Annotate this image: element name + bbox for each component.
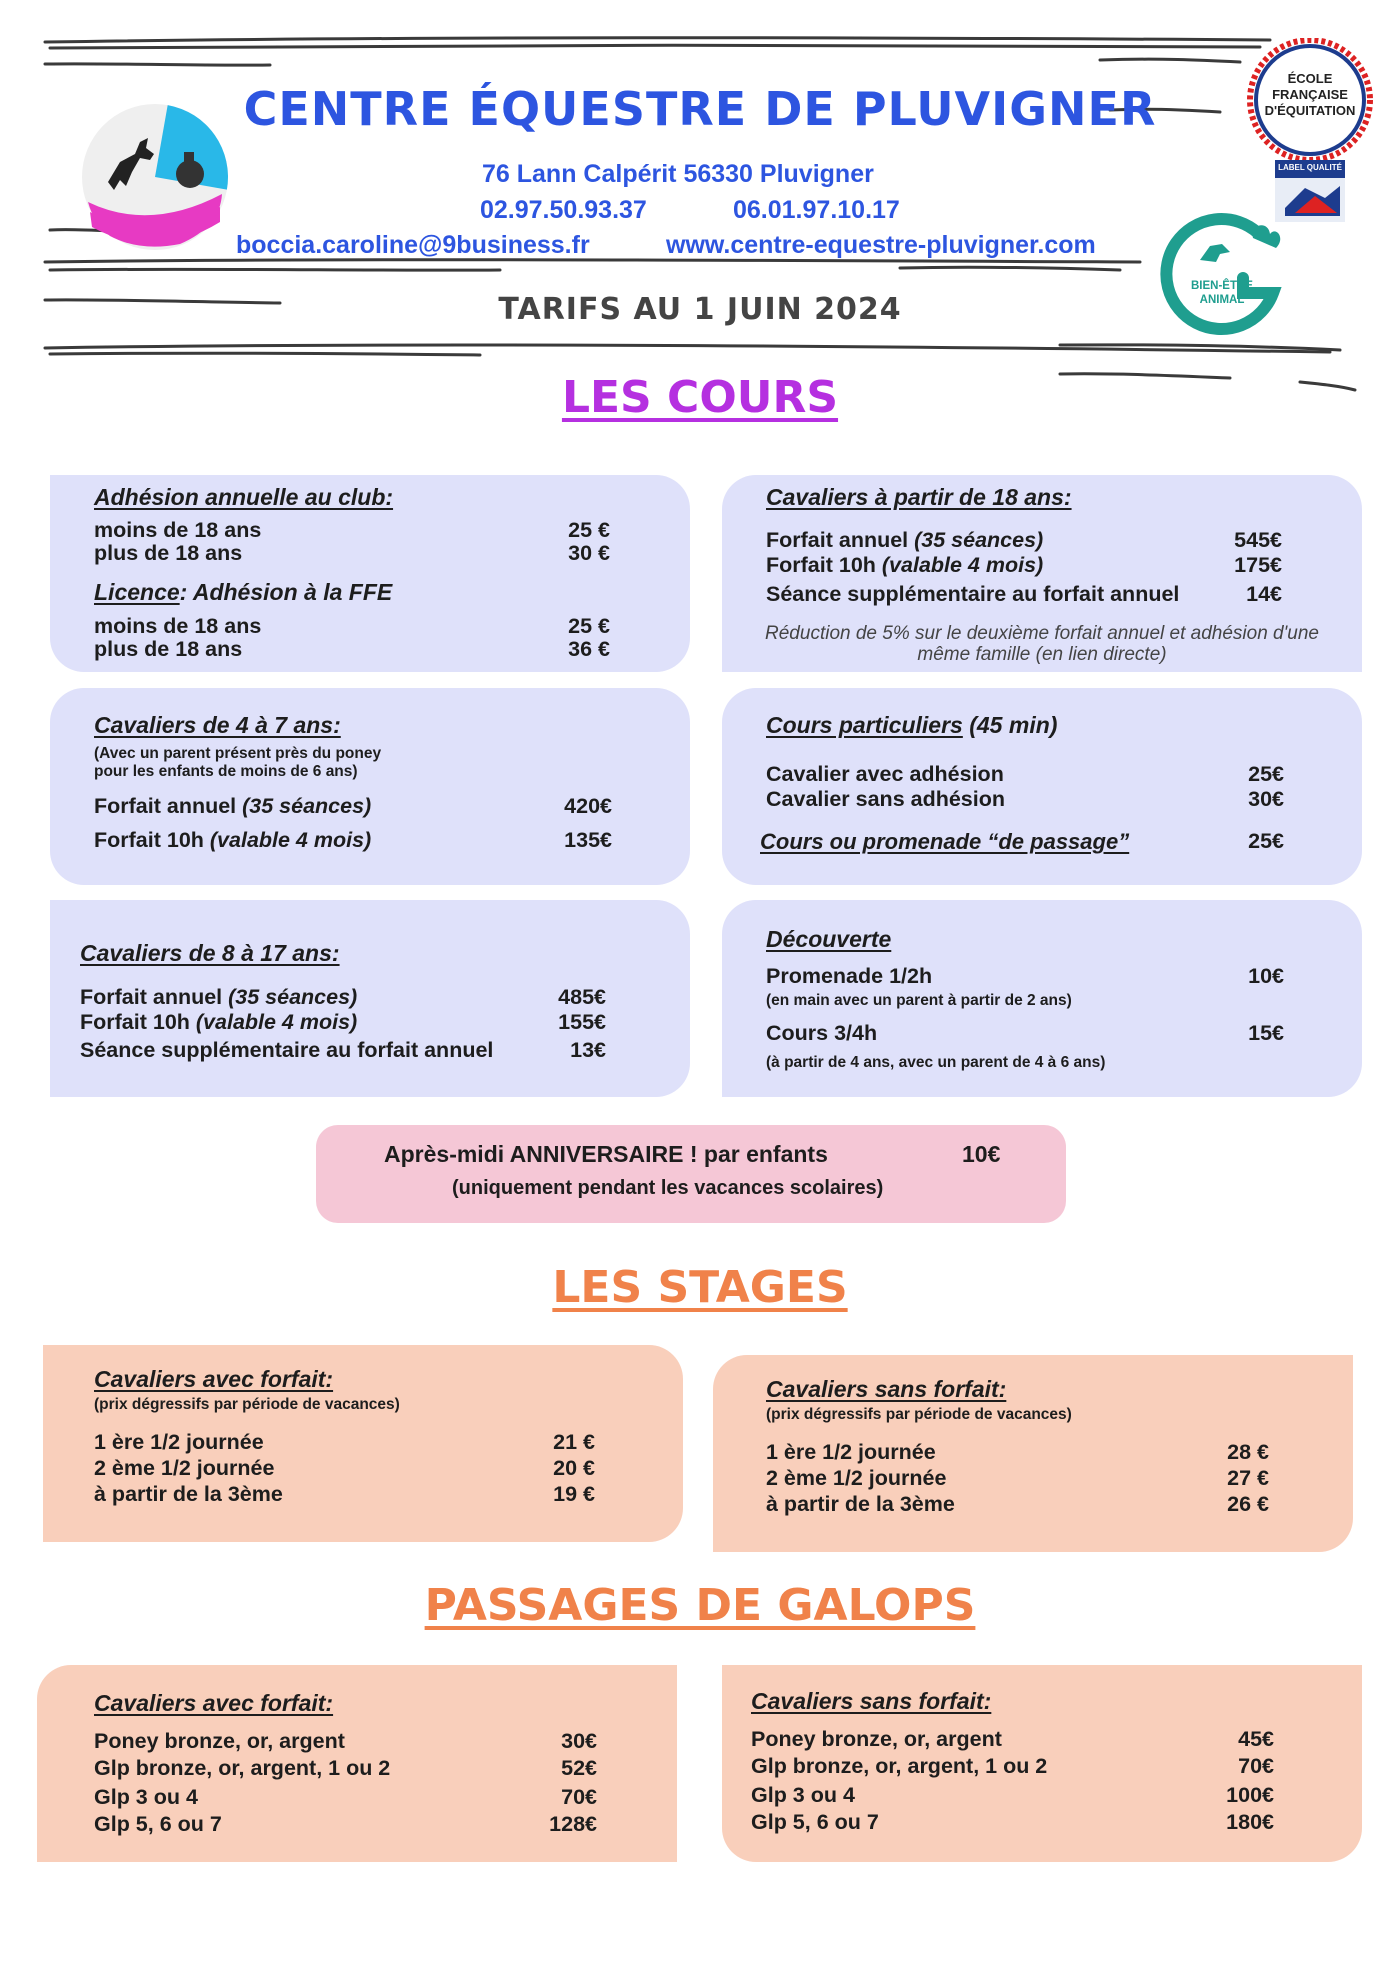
galop-avec-row2-label: Glp bronze, or, argent, 1 ou 2	[94, 1756, 391, 1780]
decouverte-row1-label: Promenade 1/2h	[766, 964, 933, 988]
enfants-8-17-row1-label: Forfait annuel (35 séances)	[80, 985, 358, 1009]
enfants-8-17-row2-label: Forfait 10h (valable 4 mois)	[80, 1010, 358, 1034]
stage-avec-row1-price: 21 €	[553, 1430, 595, 1454]
galop-sans-row1-price: 45€	[1238, 1727, 1274, 1751]
stage-sans-note: (prix dégressifs par période de vacances)	[766, 1406, 1072, 1423]
galop-sans-row1-label: Poney bronze, or, argent	[751, 1727, 1002, 1751]
address: 76 Lann Calpérit 56330 Pluvigner	[482, 160, 874, 188]
ffe-line-3: D'ÉQUITATION	[1264, 103, 1356, 118]
adhesion-row1-label: moins de 18 ans	[94, 518, 262, 542]
galop-sans-row4-label: Glp 5, 6 ou 7	[751, 1810, 879, 1834]
section-title-galops: PASSAGES DE GALOPS	[424, 1580, 976, 1631]
enfants-4-7-row1-price: 420€	[564, 794, 612, 818]
enfants-8-17-row3-price: 13€	[570, 1038, 606, 1062]
licence-word: Licence	[94, 579, 180, 605]
particuliers-duration: (45 min)	[962, 712, 1058, 738]
ffe-label: LABEL QUALITÉ	[1278, 163, 1342, 172]
stage-avec-heading: Cavaliers avec forfait:	[94, 1366, 334, 1392]
adultes-row1-label: Forfait annuel (35 séances)	[766, 528, 1044, 552]
email-link[interactable]: boccia.caroline@9business.fr	[236, 231, 590, 259]
passage-label: Cours ou promenade “de passage”	[760, 829, 1130, 854]
website-link[interactable]: www.centre-equestre-pluvigner.com	[666, 231, 1096, 259]
ffe-line-2: FRANÇAISE	[1272, 87, 1348, 102]
stage-sans-card	[713, 1355, 1353, 1552]
adhesion-row2-price: 30 €	[568, 541, 610, 565]
stage-sans-row2-price: 27 €	[1227, 1466, 1269, 1490]
particuliers-heading	[766, 712, 1057, 739]
adhesion-row1-price: 25 €	[568, 518, 610, 542]
passage-price: 25€	[1248, 829, 1284, 853]
licence-heading	[94, 579, 392, 606]
enfants-8-17-card	[50, 900, 690, 1097]
enfants-4-7-card	[50, 688, 690, 885]
ffe-quality-badge	[1245, 38, 1375, 228]
particuliers-row1-price: 25€	[1248, 762, 1284, 786]
enfants-8-17-heading: Cavaliers de 8 à 17 ans:	[80, 940, 340, 966]
page-title: CENTRE ÉQUESTRE DE PLUVIGNER	[243, 82, 1157, 136]
adhesion-row4-price: 36 €	[568, 637, 610, 661]
decouverte-row2-note: (à partir de 4 ans, avec un parent de 4 à 6 ans)	[766, 1054, 1106, 1071]
adultes-row3-price: 14€	[1246, 582, 1282, 606]
decouverte-card	[722, 900, 1362, 1097]
adultes-card	[722, 475, 1362, 672]
tarifs-date: TARIFS AU 1 JUIN 2024	[498, 292, 902, 327]
stage-sans-row1-price: 28 €	[1227, 1440, 1269, 1464]
galop-sans-heading: Cavaliers sans forfait:	[751, 1688, 992, 1714]
stage-sans-row1-label: 1 ère 1/2 journée	[766, 1440, 936, 1464]
decouverte-row2-price: 15€	[1248, 1021, 1284, 1045]
stage-sans-row2-label: 2 ème 1/2 journée	[766, 1466, 947, 1490]
adhesion-card	[50, 475, 690, 672]
decouverte-row2-label: Cours 3/4h	[766, 1021, 878, 1045]
galop-sans-row4-price: 180€	[1226, 1810, 1274, 1834]
adhesion-row2-label: plus de 18 ans	[94, 541, 243, 565]
adhesion-row3-label: moins de 18 ans	[94, 614, 262, 638]
adhesion-heading: Adhésion annuelle au club:	[94, 484, 394, 510]
adultes-heading: Cavaliers à partir de 18 ans:	[766, 484, 1072, 510]
enfants-4-7-row2-label: Forfait 10h (valable 4 mois)	[94, 828, 372, 852]
section-title-cours: LES COURS	[561, 372, 839, 423]
galop-sans-card	[722, 1665, 1362, 1862]
enfants-4-7-row2-price: 135€	[564, 828, 612, 852]
decouverte-row1-note: (en main avec un parent à partir de 2 ans)	[766, 992, 1072, 1009]
stage-avec-card	[43, 1345, 683, 1542]
section-title-stages: LES STAGES	[552, 1262, 848, 1313]
galop-avec-row3-label: Glp 3 ou 4	[94, 1785, 198, 1809]
enfants-8-17-row3-label: Séance supplémentaire au forfait annuel	[80, 1038, 494, 1062]
adultes-note: Réduction de 5% sur le deuxième forfait annuel et adhésion d'une même famille (en lien directe)	[765, 623, 1319, 665]
galop-sans-row2-label: Glp bronze, or, argent, 1 ou 2	[751, 1754, 1048, 1778]
anniversaire-price: 10€	[962, 1141, 1001, 1167]
adhesion-row4-label: plus de 18 ans	[94, 637, 243, 661]
galop-avec-row2-price: 52€	[561, 1756, 597, 1780]
adultes-row2-price: 175€	[1234, 553, 1282, 577]
phone-1: 02.97.50.93.37	[480, 196, 647, 224]
stage-sans-heading: Cavaliers sans forfait:	[766, 1376, 1007, 1402]
stage-avec-row3-label: à partir de la 3ème	[94, 1482, 283, 1506]
stage-avec-row2-price: 20 €	[553, 1456, 595, 1480]
enfants-4-7-heading: Cavaliers de 4 à 7 ans:	[94, 712, 341, 738]
bea-line-2: ANIMAL	[1199, 294, 1245, 306]
particuliers-card	[722, 688, 1362, 885]
adultes-row3-label: Séance supplémentaire au forfait annuel	[766, 582, 1180, 606]
adhesion-row3-price: 25 €	[568, 614, 610, 638]
particuliers-row1-label: Cavalier avec adhésion	[766, 762, 1004, 786]
enfants-8-17-row1-price: 485€	[558, 985, 606, 1009]
decouverte-heading: Découverte	[766, 926, 892, 952]
ffe-line-1: ÉCOLE	[1287, 71, 1333, 86]
adultes-row2-label: Forfait 10h (valable 4 mois)	[766, 553, 1044, 577]
bea-line-1: BIEN-ÊTRE	[1191, 280, 1253, 292]
anniversaire-line-1: Après-midi ANNIVERSAIRE ! par enfants	[384, 1141, 828, 1167]
stage-avec-row2-label: 2 ème 1/2 journée	[94, 1456, 275, 1480]
galop-avec-card	[37, 1665, 677, 1862]
stage-avec-row1-label: 1 ère 1/2 journée	[94, 1430, 264, 1454]
bien-etre-animal-badge	[1158, 208, 1288, 338]
galop-sans-row2-price: 70€	[1238, 1754, 1274, 1778]
enfants-4-7-note-1: (Avec un parent présent près du poney	[94, 745, 382, 762]
bien-etre-animal-icon	[1158, 208, 1288, 338]
enfants-4-7-row1-label: Forfait annuel (35 séances)	[94, 794, 372, 818]
stage-sans-row3-label: à partir de la 3ème	[766, 1492, 955, 1516]
galop-avec-row4-label: Glp 5, 6 ou 7	[94, 1812, 222, 1836]
galop-avec-row1-label: Poney bronze, or, argent	[94, 1729, 345, 1753]
phone-2: 06.01.97.10.17	[733, 196, 900, 224]
enfants-8-17-row2-price: 155€	[558, 1010, 606, 1034]
stage-avec-note: (prix dégressifs par période de vacances)	[94, 1396, 400, 1413]
decouverte-row1-price: 10€	[1248, 964, 1284, 988]
stage-avec-row3-price: 19 €	[553, 1482, 595, 1506]
particuliers-heading-underlined: Cours particuliers	[766, 712, 963, 738]
ffe-badge-icon	[1245, 38, 1375, 228]
galop-avec-row1-price: 30€	[561, 1729, 597, 1753]
anniversaire-card	[316, 1125, 1066, 1223]
particuliers-row2-label: Cavalier sans adhésion	[766, 787, 1005, 811]
galop-avec-row3-price: 70€	[561, 1785, 597, 1809]
anniversaire-line-2: (uniquement pendant les vacances scolaires)	[452, 1177, 884, 1199]
adultes-row1-price: 545€	[1234, 528, 1282, 552]
enfants-4-7-note-2: pour les enfants de moins de 6 ans)	[94, 763, 358, 780]
particuliers-row2-price: 30€	[1248, 787, 1284, 811]
galop-avec-heading: Cavaliers avec forfait:	[94, 1690, 334, 1716]
galop-avec-row4-price: 128€	[549, 1812, 597, 1836]
galop-sans-row3-price: 100€	[1226, 1783, 1274, 1807]
galop-sans-row3-label: Glp 3 ou 4	[751, 1783, 855, 1807]
licence-rest: : Adhésion à la FFE	[179, 579, 393, 605]
stage-sans-row3-price: 26 €	[1227, 1492, 1269, 1516]
